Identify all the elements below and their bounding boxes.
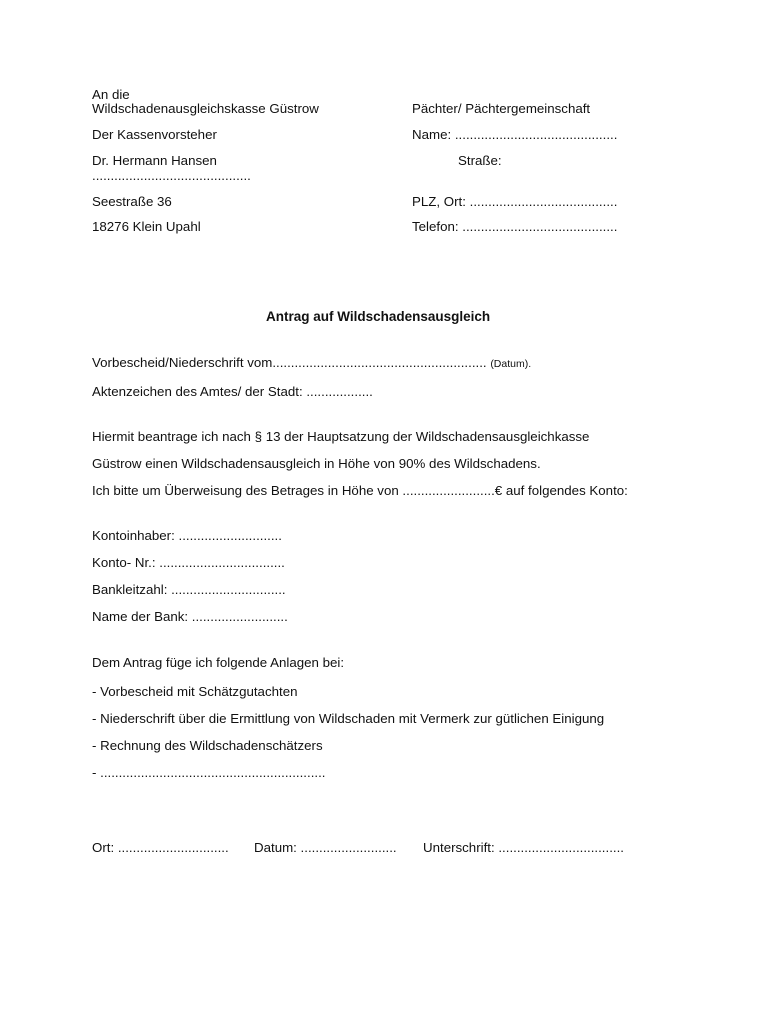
vorbescheid-line [92,355,531,371]
address-line-1: An die [92,87,130,102]
applicant-name-field: Name: ............................................ [412,127,618,142]
body-line-3: Ich bitte um Überweisung des Betrages in Höhe von .........................€ auf folgendes Konto: [92,483,628,498]
body-line-2: Güstrow einen Wildschadensausgleich in Höhe von 90% des Wildschadens. [92,456,541,471]
applicant-plz-field: PLZ, Ort: ........................................ [412,194,618,209]
datum-hint: (Datum). [490,358,532,370]
aktenzeichen-field: Aktenzeichen des Amtes/ der Stadt: .................. [92,384,373,399]
address-line-7: 18276 Klein Upahl [92,219,201,234]
account-holder-field: Kontoinhaber: ............................ [92,528,282,543]
attachment-item: - Niederschrift über die Ermittlung von Wildschaden mit Vermerk zur gütlichen Einigung [92,711,605,726]
address-line-2: Wildschadenausgleichskasse Güstrow [92,101,319,116]
address-line-3: Der Kassenvorsteher [92,127,217,142]
document-title: Antrag auf Wildschadensausgleich [266,309,491,324]
date-field: Datum: .......................... [254,840,397,855]
applicant-phone-field: Telefon: .......................................... [412,219,618,234]
bank-name-field: Name der Bank: .......................... [92,609,288,624]
attachment-item: - Vorbescheid mit Schätzgutachten [92,684,298,699]
attachments-intro: Dem Antrag füge ich folgende Anlagen bei: [92,655,345,670]
address-line-5: ........................................... [92,168,251,183]
applicant-heading: Pächter/ Pächtergemeinschaft [412,101,591,116]
attachment-item: - Rechnung des Wildschadenschätzers [92,738,323,753]
attachment-item: - ............................................................. [92,765,326,780]
applicant-street-field: Straße: [458,153,502,168]
body-line-1: Hiermit beantrage ich nach § 13 der Hauptsatzung der Wildschadensausgleichkasse [92,429,590,444]
place-field: Ort: .............................. [92,840,229,855]
signature-field: Unterschrift: .................................. [423,840,624,855]
address-line-4: Dr. Hermann Hansen [92,153,217,168]
bank-code-field: Bankleitzahl: ............................... [92,582,286,597]
address-line-6: Seestraße 36 [92,194,172,209]
account-number-field: Konto- Nr.: .................................. [92,555,285,570]
vorbescheid-field: Vorbescheid/Niederschrift vom.......................................................... [92,355,487,370]
